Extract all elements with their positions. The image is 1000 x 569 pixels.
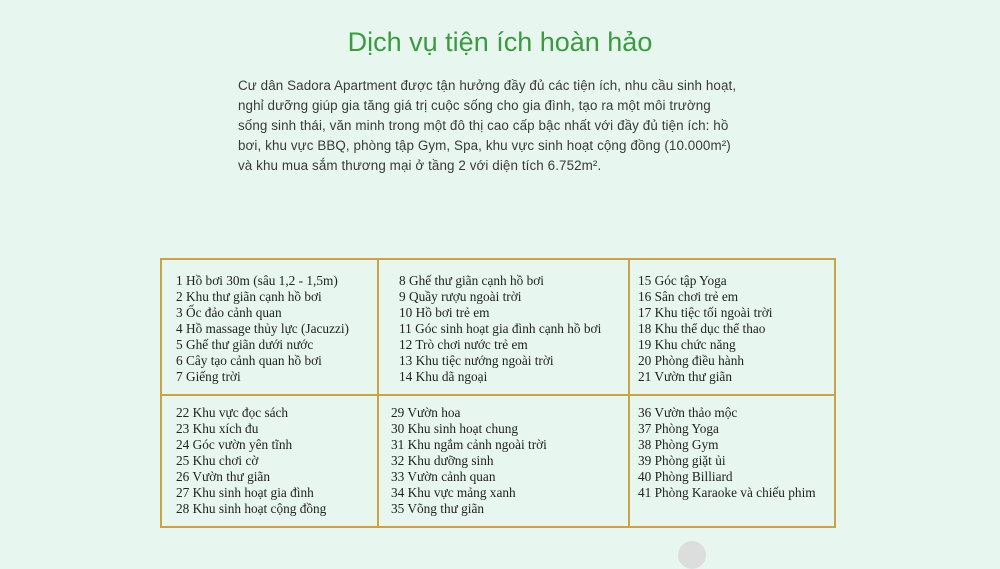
amenity-item: 33 Vườn cảnh quan xyxy=(391,469,496,484)
intro-line: Cư dân Sadora Apartment được tận hưởng đầy đủ các tiện ích, nhu cầu sinh hoạt, xyxy=(238,78,737,93)
amenities-cell xyxy=(630,396,834,526)
intro-paragraph xyxy=(238,76,778,176)
amenity-item: 31 Khu ngắm cảnh ngoài trời xyxy=(391,437,547,452)
amenities-table xyxy=(160,258,836,528)
amenity-item: 30 Khu sinh hoạt chung xyxy=(391,421,519,436)
amenity-item: 14 Khu dã ngoại xyxy=(399,369,488,384)
intro-line: và khu mua sắm thương mại ở tầng 2 với diện tích 6.752m². xyxy=(238,158,602,173)
amenity-item: 16 Sân chơi trẻ em xyxy=(638,289,739,304)
amenity-item: 38 Phòng Gym xyxy=(638,437,719,452)
amenity-item: 4 Hồ massage thủy lực (Jacuzzi) xyxy=(176,321,349,336)
amenity-item: 11 Góc sinh hoạt gia đình cạnh hồ bơi xyxy=(399,321,602,336)
amenities-cell xyxy=(379,260,630,396)
amenity-item: 26 Vườn thư giãn xyxy=(176,469,270,484)
section-title: Dịch vụ tiện ích hoàn hảo xyxy=(347,27,653,57)
amenity-item: 23 Khu xích đu xyxy=(176,421,259,436)
scroll-to-top-button[interactable] xyxy=(678,541,706,569)
amenity-item: 32 Khu dưỡng sinh xyxy=(391,453,494,468)
intro-line: bơi, khu vực BBQ, phòng tập Gym, Spa, khu vực sinh hoạt cộng đồng (10.000m²) xyxy=(238,138,731,153)
amenity-item: 10 Hồ bơi trẻ em xyxy=(399,305,490,320)
amenity-item: 15 Góc tập Yoga xyxy=(638,273,727,288)
amenity-item: 5 Ghế thư giãn dưới nước xyxy=(176,337,314,352)
amenity-item: 37 Phòng Yoga xyxy=(638,421,719,436)
amenity-item: 36 Vườn thảo mộc xyxy=(638,405,738,420)
amenity-item: 3 Ốc đảo cảnh quan xyxy=(176,305,282,320)
amenity-item: 34 Khu vực mảng xanh xyxy=(391,485,516,500)
amenity-item: 22 Khu vực đọc sách xyxy=(176,405,289,420)
amenity-item: 39 Phòng giặt ủi xyxy=(638,453,726,468)
amenity-item: 29 Vườn hoa xyxy=(391,405,461,420)
amenity-item: 13 Khu tiệc nướng ngoài trời xyxy=(399,353,554,368)
amenity-item: 28 Khu sinh hoạt cộng đồng xyxy=(176,501,327,516)
amenity-item: 6 Cây tạo cảnh quan hồ bơi xyxy=(176,353,322,368)
amenities-cell xyxy=(162,260,379,396)
amenity-item: 21 Vườn thư giãn xyxy=(638,369,732,384)
amenity-item: 17 Khu tiệc tối ngoài trời xyxy=(638,305,773,320)
amenity-item: 24 Góc vườn yên tĩnh xyxy=(176,437,293,452)
amenity-item: 20 Phòng điều hành xyxy=(638,353,744,368)
amenity-item: 27 Khu sinh hoạt gia đình xyxy=(176,485,314,500)
amenities-cell xyxy=(162,396,379,526)
amenity-item: 18 Khu thể dục thể thao xyxy=(638,321,766,336)
amenity-item: 12 Trò chơi nước trẻ em xyxy=(399,337,528,352)
amenity-item: 7 Giếng trời xyxy=(176,369,241,384)
amenity-item: 8 Ghế thư giãn cạnh hồ bơi xyxy=(399,273,544,288)
intro-line: sống sinh thái, văn minh trong một đô thị cao cấp bậc nhất với đầy đủ tiện ích: hồ xyxy=(238,118,729,133)
amenity-item: 41 Phòng Karaoke và chiếu phim xyxy=(638,485,816,500)
amenity-item: 25 Khu chơi cờ xyxy=(176,453,259,468)
amenities-cell xyxy=(630,260,834,396)
amenity-item: 19 Khu chức năng xyxy=(638,337,736,352)
amenities-cell xyxy=(379,396,630,526)
amenity-item: 35 Võng thư giãn xyxy=(391,501,485,516)
amenity-item: 2 Khu thư giãn cạnh hồ bơi xyxy=(176,289,322,304)
amenity-item: 1 Hồ bơi 30m (sâu 1,2 - 1,5m) xyxy=(176,273,338,288)
amenity-item: 9 Quầy rượu ngoài trời xyxy=(399,289,522,304)
amenity-item: 40 Phòng Billiard xyxy=(638,469,733,484)
intro-line: nghỉ dưỡng giúp gia tăng giá trị cuộc sống cho gia đình, tạo ra một môi trường xyxy=(238,98,711,113)
